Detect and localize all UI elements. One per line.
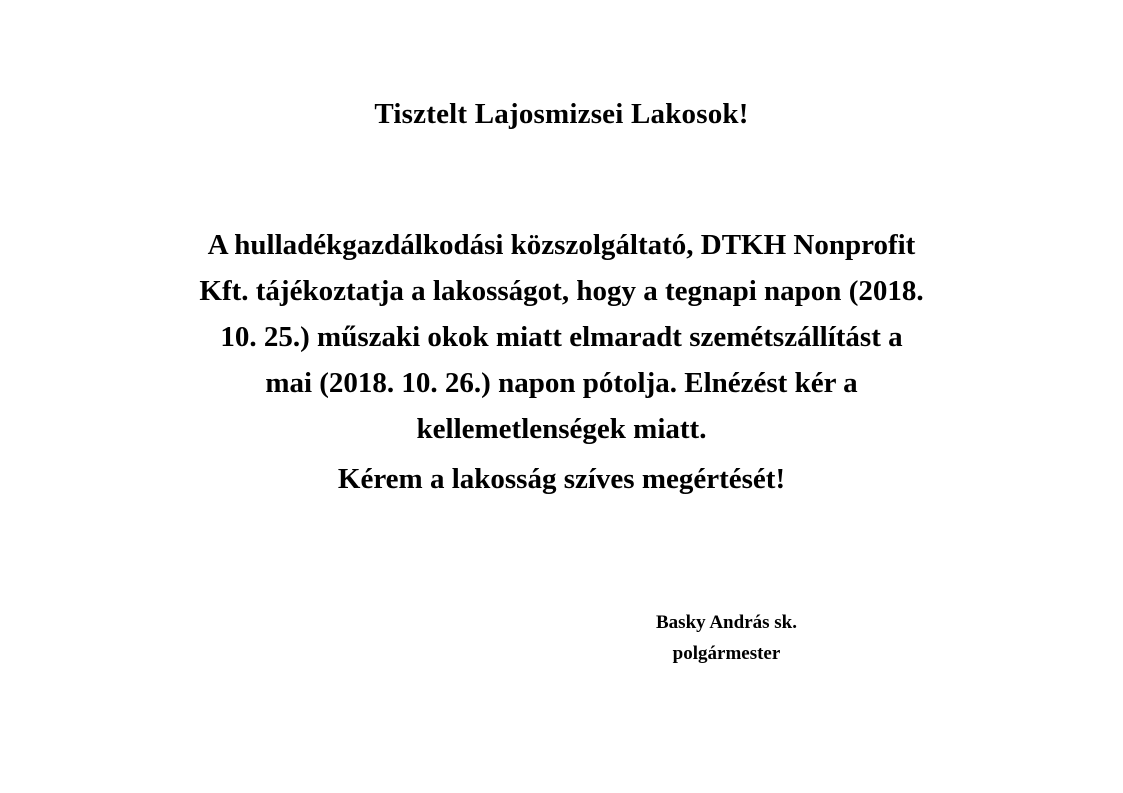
page-title: Tisztelt Lajosmizsei Lakosok! [374, 98, 749, 130]
body-line: kellemetlenségek miatt. [416, 413, 707, 446]
body-text [95, 222, 1028, 502]
body-line: Kft. tájékoztatja a lakosságot, hogy a tegnapi napon (2018. [199, 275, 924, 308]
body-line: A hulladékgazdálkodási közszolgáltató, DTKH Nonprofit [207, 229, 916, 261]
body-line: mai (2018. 10. 26.) napon pótolja. Elnézést kér a [265, 367, 858, 400]
signature-name: Basky András sk. [656, 612, 797, 633]
signature-block [0, 608, 1123, 670]
closing-line: Kérem a lakosság szíves megértését! [337, 462, 786, 495]
signature-role: polgármester [672, 642, 781, 664]
body-line: 10. 25.) műszaki okok miatt elmaradt szemétszállítást a [220, 321, 903, 354]
